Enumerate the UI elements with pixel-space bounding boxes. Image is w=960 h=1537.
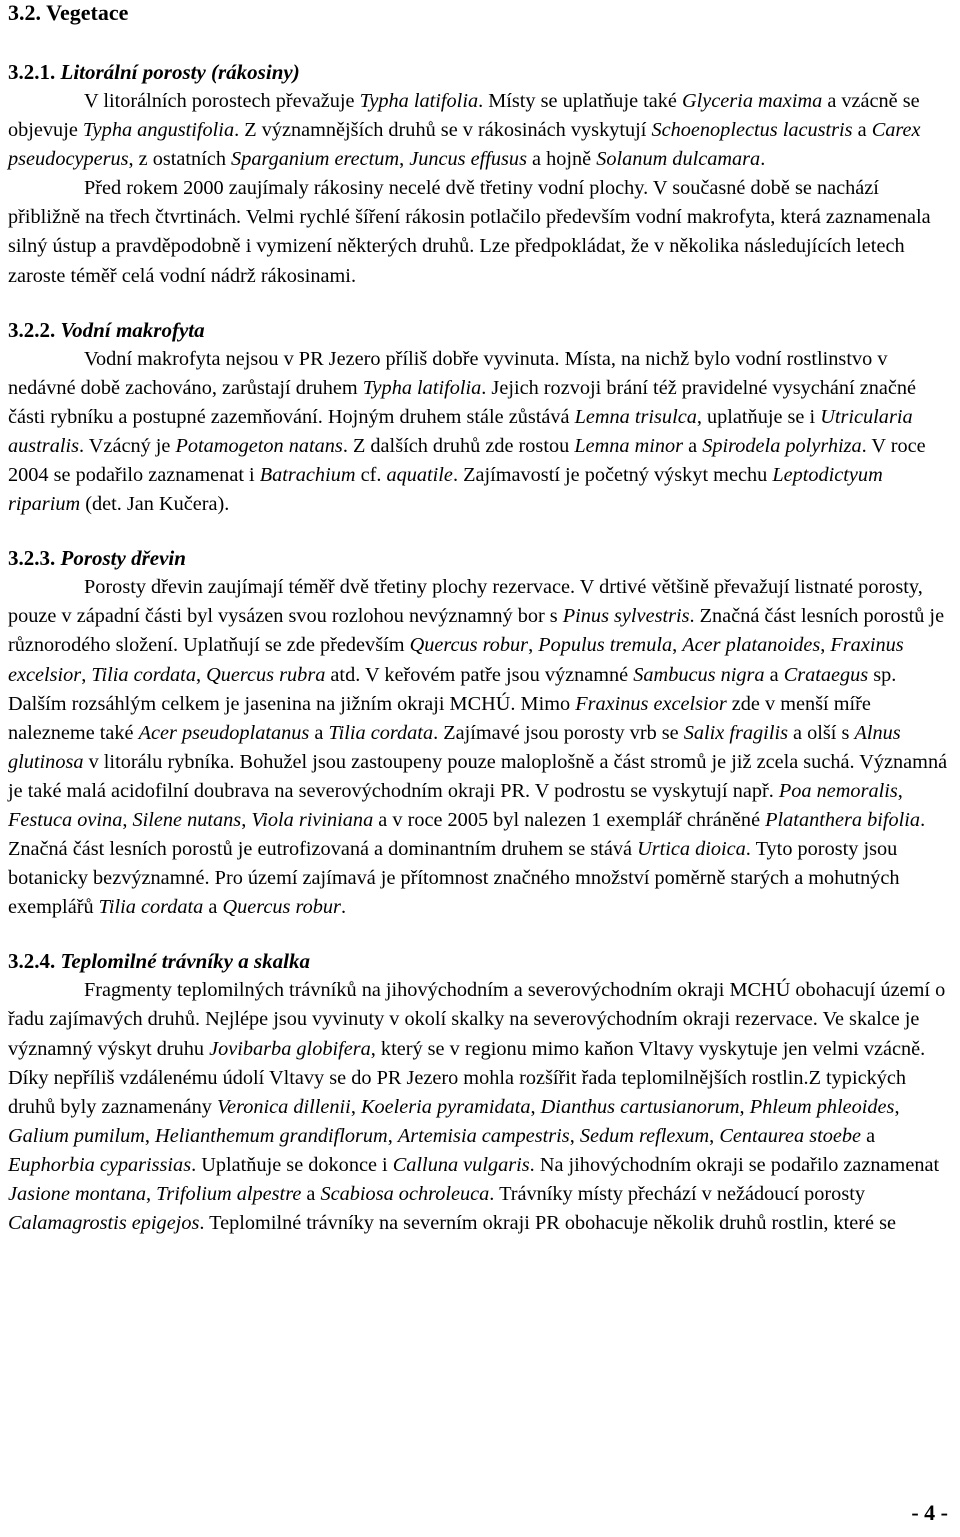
paragraph [8,87,952,174]
species-name: Tilia cordata [98,896,204,919]
species-name: Carex pseudocyperus [8,119,921,171]
text-run: , [820,634,831,657]
species-name: Typha latifolia [359,90,479,112]
subsection-porosty-drevin [8,544,952,922]
text-run: a hojně [526,148,597,171]
text-run: , uplatňuje se i [696,405,821,428]
species-name: Scabiosa ochroleuca [320,1183,490,1205]
species-name: Utricularia australis [8,405,913,457]
text-run: a [203,896,223,919]
text-run: , [387,1124,398,1147]
text-run: a [301,1183,321,1205]
paragraph [8,174,952,290]
text-run: a [764,663,784,686]
text-run: Porosty dřevin zaujímají téměř dvě třetiny plochy rezervace. V drtivé většině převažují listnaté porosty, pouze v západní části byl vysázen svou rozlohou nevýznamný bor s [8,576,923,628]
text-run: Fragmenty teplomilných trávníků na jihovýchodním a severovýchodním okraji MCHÚ obohacují území o řadu zajímavých druhů. Nejlépe jsou vyvinuty v okolí skalky na severovýchodním okraji rezervace. Ve skalce je významný výskyt druhu [8,979,946,1060]
text-run: a [852,119,872,142]
text-run: . [340,896,347,919]
text-run: a v roce 2005 byl nalezen 1 exemplář chráněné [373,808,766,831]
text-run: , [144,1124,156,1147]
text-run: zde v menší míře nalezneme také [8,692,871,744]
text-run: v litorálu rybníka. Bohužel jsou zastoupeny pouze maloplošně a část stromů je již zcela suchá. Významná je také malá acidofilní doubrava na severovýchodním okraji PR. V podrostu se vyskytují např. [8,750,948,802]
species-name: Veronica dillenii [216,1095,351,1118]
subsection-heading [8,544,952,573]
species-name: Sambucus nigra [633,663,765,686]
text-run: . Trávníky místy přechází v nežádoucí porosty [489,1183,865,1205]
species-name: Calamagrostis epigejos [8,1212,200,1235]
text-run: . Jejich rozvoji brání též pravidelné vysychání značné části rybníku a postupné zazemňování. Hojným druhem stále zůstává [8,376,917,428]
species-name: Quercus robur [222,896,341,919]
text-run: . Místy se uplatňuje také [478,90,682,112]
species-name: Silene nutans [132,808,242,831]
text-run: . Značná část lesních porostů je různorodého složení. Uplatňují se zde především [8,605,945,657]
species-name: Urtica dioica [637,838,746,861]
subsection-litoralni-porosty [8,58,952,291]
text-run: (det. Jan Kučera). [80,493,230,516]
subsection-heading [8,947,952,976]
species-name: Koeleria pyramidata [360,1095,531,1118]
species-name: Quercus robur [409,634,529,657]
text-run: , [399,148,410,171]
species-name: aquatile [386,464,453,487]
species-name: Lemna minor [574,434,684,457]
paragraph [8,345,952,520]
text-run: . [760,148,766,171]
text-run: . Zajímavostí je početný výskyt mechu [452,464,773,487]
species-name: Lemna trisulca [574,405,697,428]
text-run: , [241,808,252,831]
text-run: . Vzácný je [79,434,176,457]
species-name: Platanthera bifolia [765,808,921,831]
species-name: Calluna vulgaris [392,1153,530,1176]
text-run: a [861,1124,876,1147]
text-run: V litorálních porostech převažuje [84,90,360,112]
species-name: Schoenoplectus lacustris [651,119,853,142]
text-run: , [709,1124,720,1147]
species-name: Phleum phleoides [749,1095,895,1118]
species-name: Potamogeton natans [175,434,343,457]
subsection-teplomilne-travniky [8,947,952,1238]
subsection-number: 3.2.3. [8,546,56,571]
page-number: - 4 - [911,1500,948,1525]
text-run: , který se v regionu mimo kaňon Vltavy vyskytuje jen velmi vzácně. Díky nepříliš vzdálenému údolí Vltavy se do PR Jezero mohla rozšířit řada teplomilnějších rostlin.Z typických druhů byly zaznamenány [8,1037,926,1118]
text-run: , [195,663,207,686]
species-name: Euphorbia cyparissias [8,1153,192,1176]
species-name: Fraxinus excelsior [575,692,727,715]
text-run: , z ostatních [128,148,232,171]
text-run: . Uplatňuje se dokonce i [191,1153,393,1176]
subsection-number: 3.2.2. [8,317,56,342]
text-run: , [672,634,683,657]
species-name: Fraxinus excelsior [8,634,904,686]
text-run: , [146,1183,157,1205]
species-name: Salix fragilis [683,721,788,744]
species-name: Poa nemoralis [778,779,898,802]
species-name: Festuca ovina [8,808,123,831]
text-run: atd. V keřovém patře jsou významné [325,663,634,686]
text-run: Vodní makrofyta nejsou v PR Jezero příliš dobře vyvinuta. Místa, na nichž bylo vodní rostlinstvo v nedávné době zachováno, zarůstají druhem [8,347,888,399]
text-run: , [739,1095,750,1118]
species-name: Sedum reflexum [579,1124,710,1147]
text-run: a vzácně se objevuje [8,90,920,142]
text-run: . Z dalších druhů zde rostou [342,434,575,457]
subsection-number: 3.2.4. [8,949,56,974]
text-run: a [683,434,703,457]
species-name: Populus tremula [538,634,673,657]
text-run: , [894,1095,900,1118]
species-name: Dianthus cartusianorum [540,1095,740,1118]
subsection-title: Teplomilné trávníky a skalka [60,949,310,974]
species-name: Spirodela polyrhiza [702,434,862,457]
text-run: , [122,808,133,831]
species-name: Acer platanoides [682,634,821,657]
species-name: Solanum dulcamara [596,148,761,171]
text-run: . Tyto porosty jsou botanicky bezvýznamné. Pro území zajímavá je přítomnost značného množství poměrně starých a mohutných exemplářů [8,838,900,919]
text-run: , [350,1095,361,1118]
text-run: . Teplomilné trávníky na severním okraji PR obohacuje několik druhů rostlin, které se [199,1212,897,1235]
species-name: Centaurea stoebe [719,1124,862,1147]
species-name: Viola riviniana [251,808,374,831]
species-name: Sparganium erectum [231,148,400,171]
species-name: Trifolium alpestre [156,1183,302,1205]
species-name: Pinus sylvestris [562,605,690,628]
species-name: Jovibarba globifera [209,1037,371,1060]
paragraph [8,573,952,922]
section-title: 3.2. Vegetace [8,0,129,25]
document-page [8,0,952,1238]
species-name: Typha latifolia [362,376,482,399]
species-name: Glyceria maxima [682,90,823,112]
text-run: . Na jihovýchodním okraji se podařilo zaznamenat [529,1153,940,1176]
text-run: sp. Dalším rozsáhlým celkem je jasenina na jižním okraji MCHÚ. Mimo [8,663,897,715]
species-name: Tilia cordata [328,721,434,744]
text-run: . Značná část lesních porostů je eutrofizovaná a dominantním druhem se stává [8,808,926,861]
text-run: , [569,1124,580,1147]
species-name: Alnus glutinosa [8,721,901,773]
text-run: , [81,663,92,686]
subsection-heading [8,58,952,87]
text-run: a [309,721,329,744]
subsection-title: Vodní makrofyta [60,317,205,342]
species-name: Crataegus [783,663,869,686]
species-name: Acer pseudoplatanus [138,721,310,744]
text-run: a olší s [787,721,855,744]
species-name: Galium pumilum [8,1124,145,1147]
species-name: Juncus effusus [409,148,527,171]
text-run: , [530,1095,541,1118]
text-run: . Z významnějších druhů se v rákosinách vyskytují [234,119,652,142]
paragraph [8,976,952,1238]
species-name: Artemisia campestris [397,1124,570,1147]
species-name: Tilia cordata [91,663,196,686]
subsection-number: 3.2.1. [8,60,56,84]
text-run: . V roce 2004 se podařilo zaznamenat i [8,434,926,487]
subsection-title: Litorální porosty (rákosiny) [60,60,300,84]
subsection-heading [8,316,952,345]
text-run: Před rokem 2000 zaujímaly rákosiny necelé dvě třetiny vodní plochy. V současné době se nachází přibližně na třech čtvrtinách. Velmi rychlé šíření rákosin potlačilo především vodní makrofyta, která zaznamenala silný ústup a pravděpodobně i vymizení některých druhů. Lze předpokládat, že v několika následujících letech zaroste téměř celá vodní nádrž rákosinami. [8,177,931,287]
species-name: Helianthemum grandiflorum [155,1124,388,1147]
text-run: . Zajímavé jsou porosty vrb se [433,721,684,744]
species-name: Quercus rubra [206,663,326,686]
subsection-vodni-makrofyta [8,316,952,520]
species-name: Batrachium [259,464,356,487]
species-name: Leptodictyum riparium [8,464,883,516]
text-run: , [897,779,903,802]
species-name: Jasione montana [8,1183,147,1205]
text-run: , [528,634,539,657]
subsection-title: Porosty dřevin [60,546,186,571]
text-run: cf. [355,464,387,487]
species-name: Typha angustifolia [82,119,235,142]
